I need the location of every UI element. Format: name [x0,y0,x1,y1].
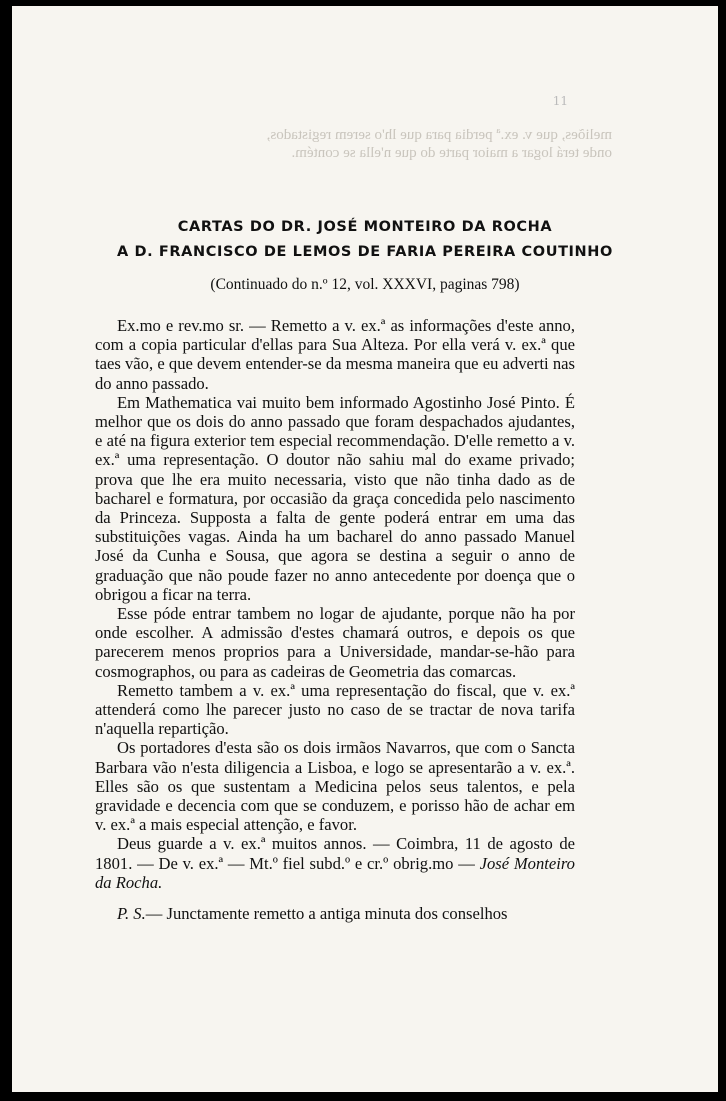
article-title-line-1: CARTAS DO DR. JOSÉ MONTEIRO DA ROCHA [177,219,553,235]
closing-text: Deus guarde a v. ex.ª muitos annos. — Coimbra, 11 de agosto de 1801. — De v. ex.ª — Mt.º fiel subd.º e cr.º obrig.mo — [95,834,575,873]
closing-paragraph [95,834,575,892]
paragraph: Esse póde entrar tambem no logar de ajudante, porque não ha por onde escolher. A admissão d'estes chamará outros, e depois os que parecerem menos proprios para a Universidade, mandar-se-hão para cosmographos, ou para as cadeiras de Geometria das comarcas. [95,604,575,681]
bleed-through-text: meliões, que v. ex.ª perdia para que lh'o serem registados, [266,127,612,143]
bleed-through-text: onde terá logar a maior parte do que n'ella se contém. [291,145,612,161]
document-page [12,6,718,1092]
postscript-text: — Junctamente remetto a antiga minuta dos conselhos [145,904,508,924]
paragraph: Remetto tambem a v. ex.ª uma representação do fiscal, que v. ex.ª attenderá como lhe parecer justo no caso de se tractar de nova tarifa n'aquella repartição. [95,680,575,739]
paragraph: Ex.mo e rev.mo sr. — Remetto a v. ex.ª as informações d'este anno, com a copia particular d'ellas para Sua Alteza. Por ella verá v. ex.ª que taes vão, e que devem entender-se da mesma maneira que eu adverti nas do anno passado. [95,316,575,393]
letter-body [95,316,575,923]
paragraph: Os portadores d'esta são os dois irmãos Navarros, que com o Sancta Barbara vão n'esta diligencia a Lisboa, e logo se apresentarão a v. ex.ª. Elles são os que sustentam a Medicina pelos seus talentos, e pela gravidade e decencia com que se conduzem, e porisso hão de achar em v. ex.ª a mais especial attenção, e favor. [95,738,575,835]
postscript-label: P. S. [117,904,146,924]
article-subtitle: (Continuado do n.º 12, vol. XXXVI, paginas 798) [210,276,520,293]
faint-page-number: 11 [552,94,568,108]
paragraph: Em Mathematica vai muito bem informado Agostinho José Pinto. É melhor que os dois do anno passado que foram despachados ajudantes, e até na figura exterior tem especial recommendação. D'elle remetto a v. ex.ª uma representação. O doutor não sahiu mal do exame privado; prova que lhe era muito necessaria, visto que não tinha dado as de bacharel e formatura, por occasião da graça concedida pelo nascimento da Princeza. Supposta a falta de gente poderá entrar em uma das substituições vagas. Ainda ha um bacharel do anno passado Manuel José da Cunha e Sousa, que agora se destina a seguir o anno de graduação que não poude fazer no anno antecedente por doença que o obrigou a ficar na terra. [95,392,575,604]
signature: José Monteiro da Rocha. [95,853,575,892]
article-title-line-2: A D. FRANCISCO DE LEMOS DE FARIA PEREIRA COUTINHO [117,244,613,260]
postscript [95,904,575,923]
